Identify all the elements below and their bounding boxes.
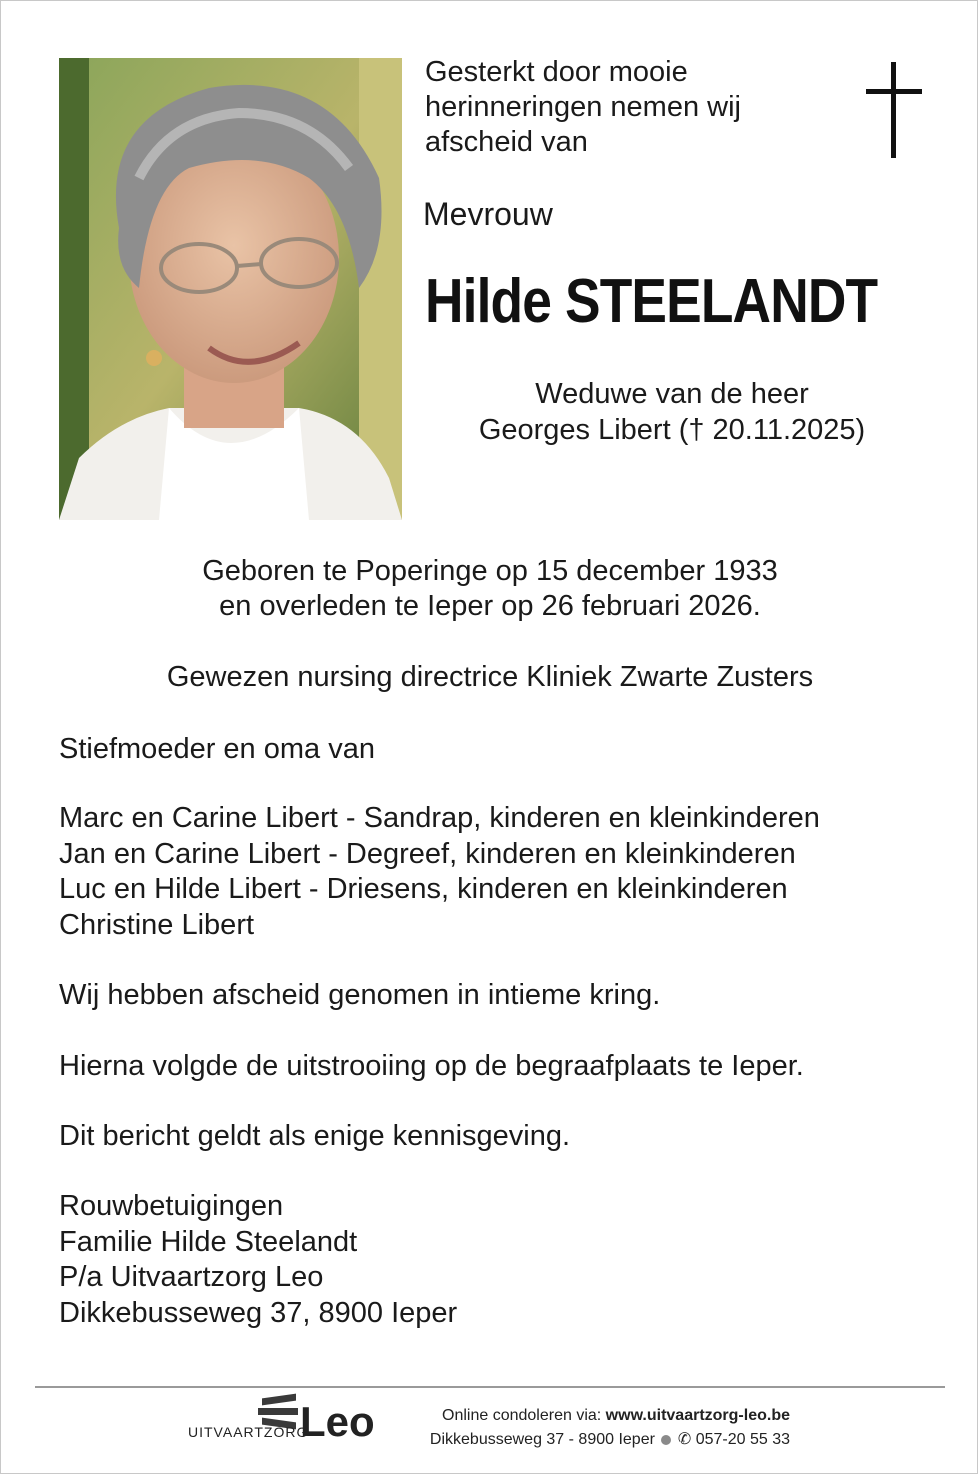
- separator-dot: [661, 1435, 671, 1445]
- logo-big-text: Leo: [300, 1398, 375, 1445]
- deceased-name: Hilde STEELANDT: [425, 267, 878, 336]
- address-line: Dikkebusseweg 37, 8900 Ieper: [59, 1296, 458, 1329]
- salutation: Mevrouw: [423, 196, 553, 232]
- statement: Dit bericht geldt als enige kennisgeving.: [59, 1120, 571, 1152]
- family-intro: Stiefmoeder en oma van: [59, 733, 375, 765]
- statement: Hierna volgde de uitstrooiing op de begraafplaats te Ieper.: [59, 1050, 804, 1082]
- logo-small-text: UITVAARTZORG: [188, 1424, 309, 1440]
- intro-line: afscheid van: [425, 126, 588, 158]
- address-line: Familie Hilde Steelandt: [59, 1225, 358, 1258]
- death-line: en overleden te Ieper op 26 februari 2026.: [219, 590, 761, 622]
- widow-info: [422, 376, 922, 448]
- website-link[interactable]: www.uitvaartzorg-leo.be: [605, 1407, 790, 1424]
- logo-bar: [258, 1408, 298, 1415]
- phone-number: ✆ 057-20 55 33: [677, 1431, 790, 1448]
- widow-line: Georges Libert († 20.11.2025): [478, 414, 866, 446]
- cross-icon: [866, 62, 922, 158]
- condolence-address: [59, 1189, 457, 1331]
- footer-street: Dikkebusseweg 37 - 8900 Ieper: [429, 1431, 655, 1448]
- footer-divider: [35, 1386, 945, 1388]
- family-member: Marc en Carine Libert - Sandrap, kinderen en kleinkinderen: [59, 802, 820, 834]
- intro-text: [425, 55, 825, 160]
- funeral-home-logo: [188, 1394, 378, 1450]
- birth-line: Geboren te Poperinge op 15 december 1933: [202, 555, 778, 587]
- family-member: Jan en Carine Libert - Degreef, kinderen en kleinkinderen: [59, 837, 796, 870]
- portrait-photo: [59, 58, 402, 520]
- family-list: [59, 801, 820, 943]
- intro-line: Gesterkt door mooie: [425, 56, 688, 88]
- statement: Wij hebben afscheid genomen in intieme kring.: [59, 979, 661, 1011]
- widow-line: Weduwe van de heer: [535, 378, 809, 410]
- family-member: Christine Libert: [59, 908, 255, 941]
- address-line: P/a Uitvaartzorg Leo: [59, 1261, 324, 1293]
- intro-line: herinneringen nemen wij: [425, 91, 741, 123]
- cross-horizontal: [866, 89, 922, 94]
- birth-death-info: [0, 554, 980, 624]
- footer-online: [400, 1405, 790, 1427]
- cross-vertical: [891, 62, 896, 158]
- footer-contact: [400, 1429, 790, 1451]
- profession: Gewezen nursing directrice Kliniek Zwarte Zusters: [166, 661, 814, 693]
- address-line: Rouwbetuigingen: [59, 1190, 284, 1222]
- family-member: Luc en Hilde Libert - Driesens, kinderen en kleinkinderen: [59, 873, 788, 905]
- logo-bar: [262, 1394, 296, 1406]
- condolence-label: Online condoleren via:: [442, 1407, 602, 1424]
